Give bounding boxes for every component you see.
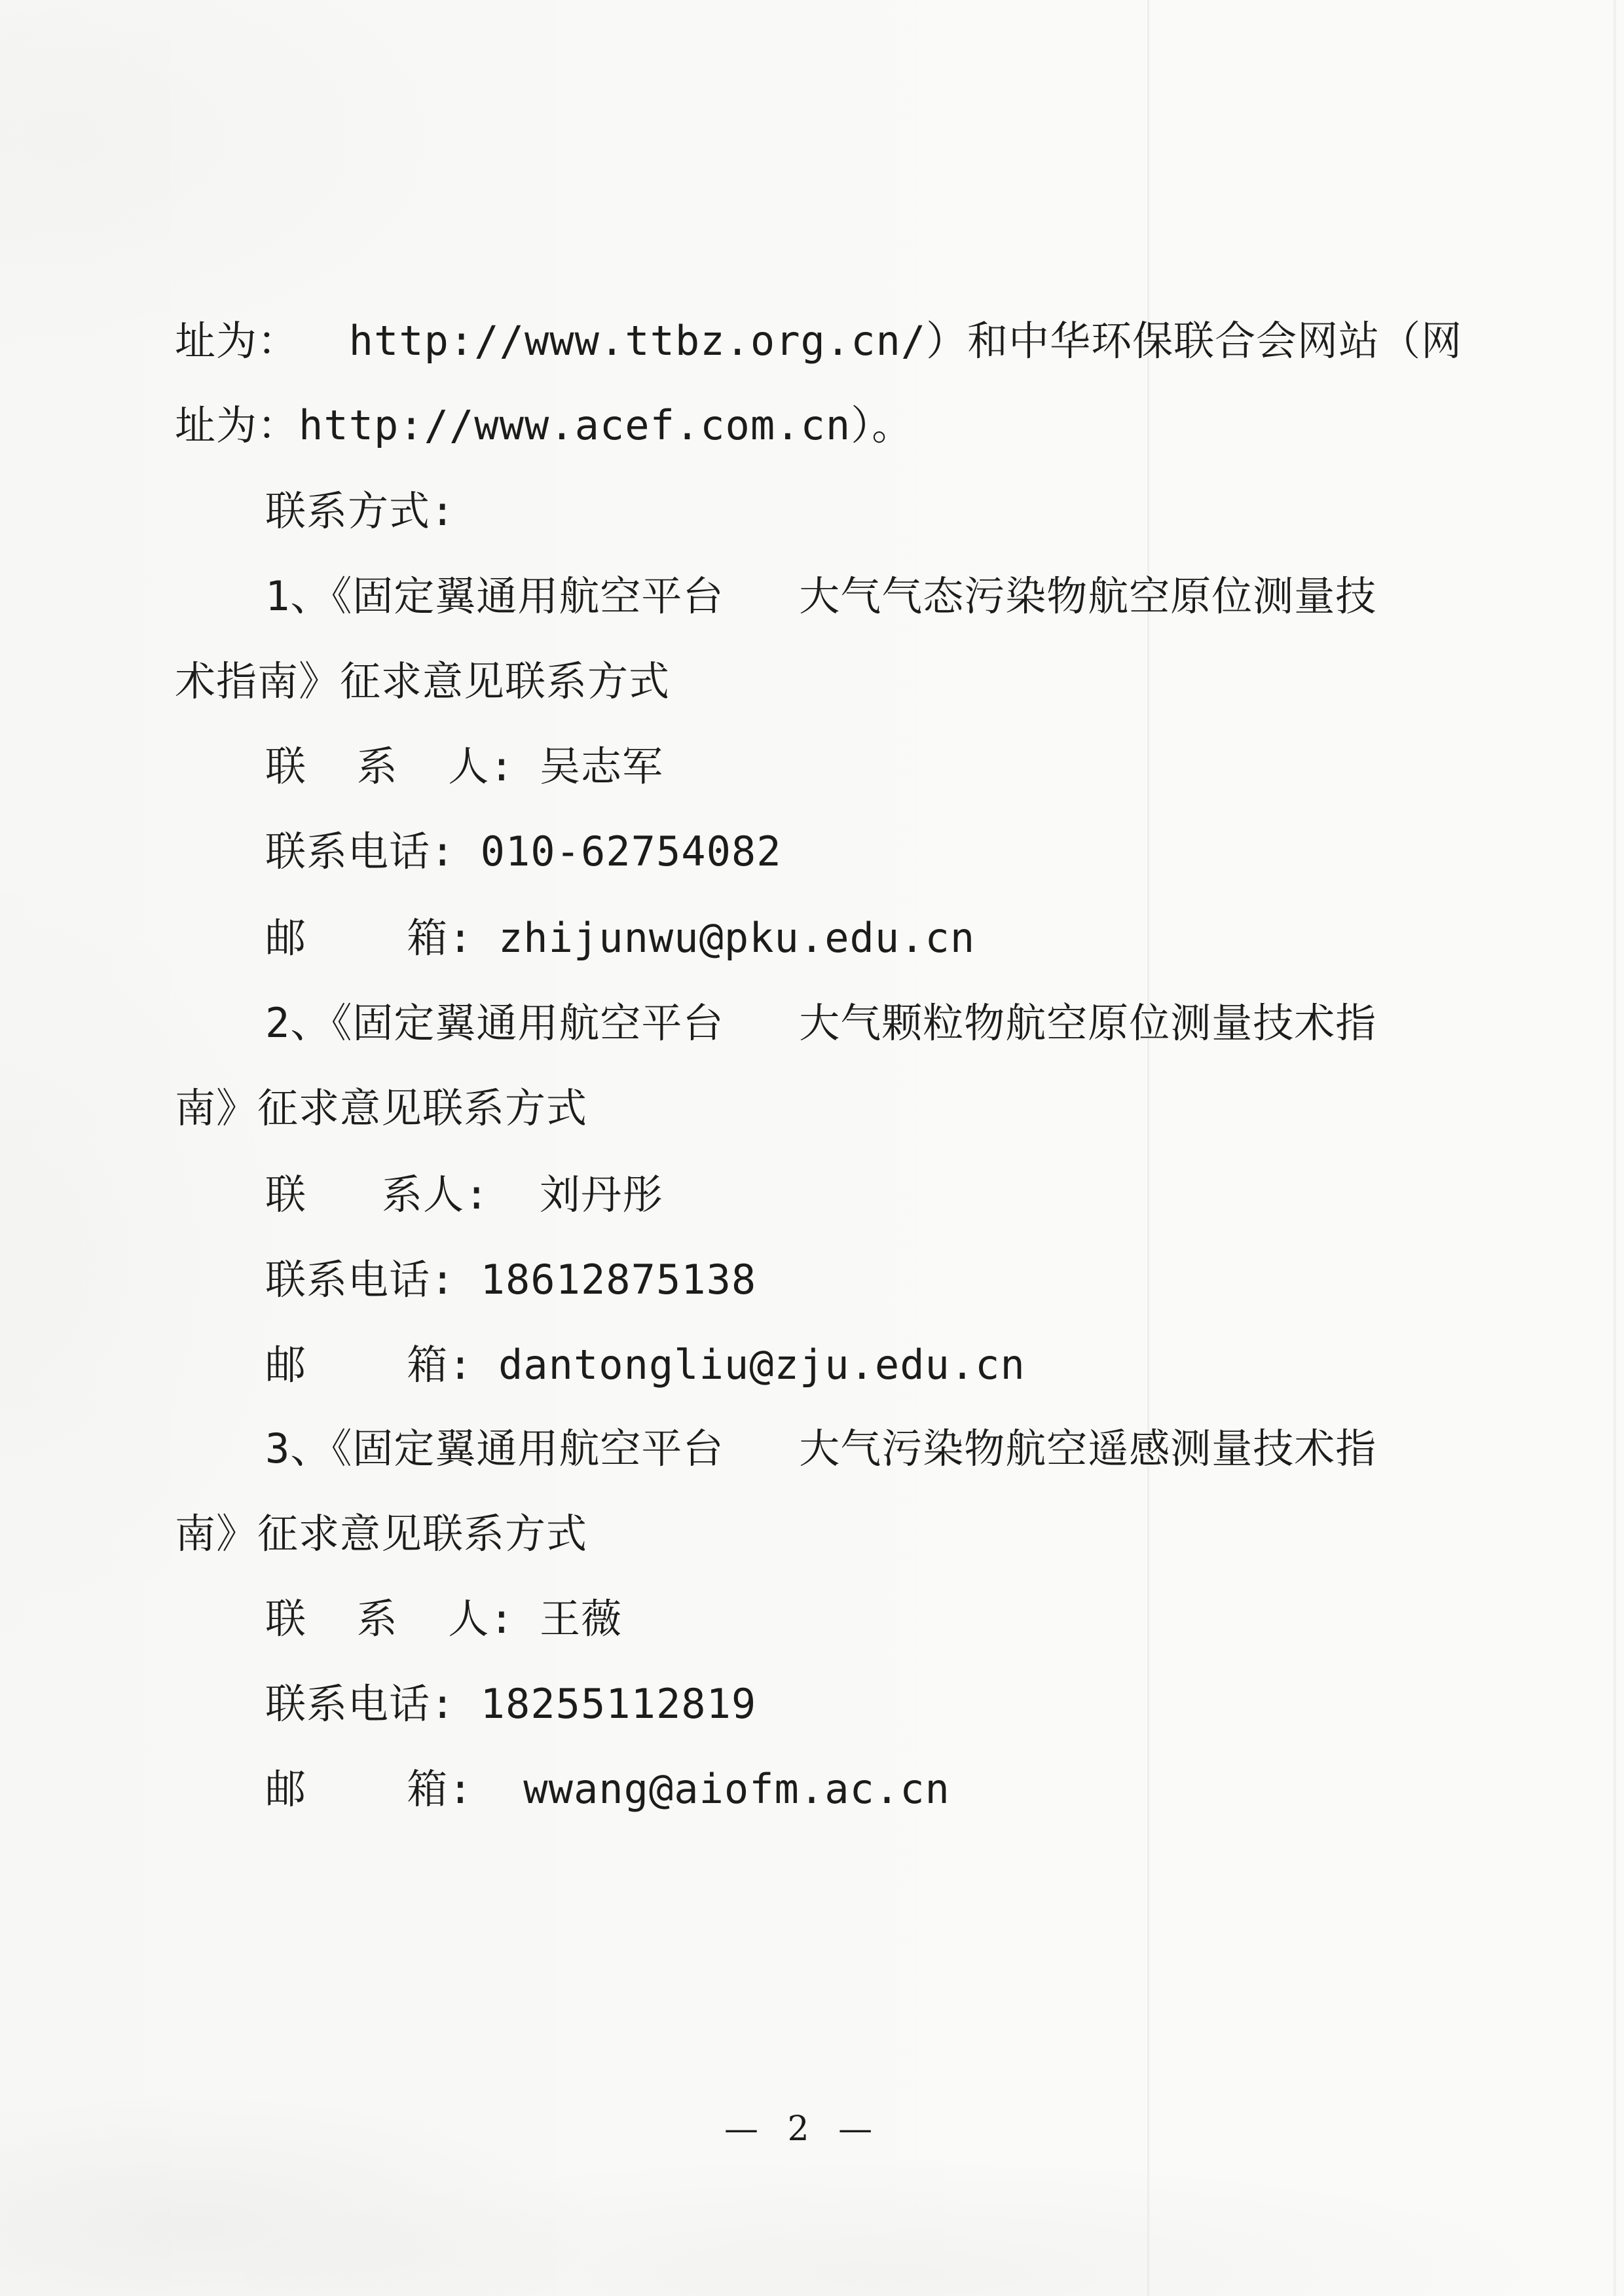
section-2-email-line: 邮 箱: dantongliu@zju.edu.cn <box>265 1341 1025 1389</box>
section-3-email-line: 邮 箱: wwang@aiofm.ac.cn <box>265 1765 950 1813</box>
section-1-phone-line: 联系电话: 010-62754082 <box>265 828 782 875</box>
section-2-phone-line: 联系电话: 18612875138 <box>265 1256 757 1303</box>
section-1-heading-line-1: 1、《固定翼通用航空平台 大气气态污染物航空原位测量技 <box>265 572 1377 620</box>
section-3-heading-line-2: 南》征求意见联系方式 <box>175 1510 588 1558</box>
section-2-heading-line-2: 南》征求意见联系方式 <box>175 1084 588 1132</box>
section-2-heading-line-1: 2、《固定翼通用航空平台 大气颗粒物航空原位测量技术指 <box>265 999 1377 1047</box>
section-1-heading-line-2: 术指南》征求意见联系方式 <box>175 657 671 705</box>
contact-header: 联系方式: <box>265 487 456 535</box>
section-3-heading-line-1: 3、《固定翼通用航空平台 大气污染物航空遥感测量技术指 <box>265 1425 1377 1472</box>
intro-line-1: 址为： http://www.ttbz.org.cn/）和中华环保联合会网站（网 <box>175 317 1463 365</box>
section-1-contact-person-line: 联 系 人: 吴志军 <box>265 742 663 790</box>
page-number: — 2 — <box>724 2109 882 2149</box>
section-2-contact-person-line: 联 系人: 刘丹彤 <box>265 1171 663 1218</box>
scanner-edge-artifact <box>1614 0 1616 2296</box>
section-1-email-line: 邮 箱: zhijunwu@pku.edu.cn <box>265 914 976 962</box>
section-3-contact-person-line: 联 系 人: 王薇 <box>265 1595 622 1643</box>
intro-line-2: 址为：http://www.acef.com.cn）。 <box>175 401 913 449</box>
section-3-phone-line: 联系电话: 18255112819 <box>265 1680 757 1728</box>
